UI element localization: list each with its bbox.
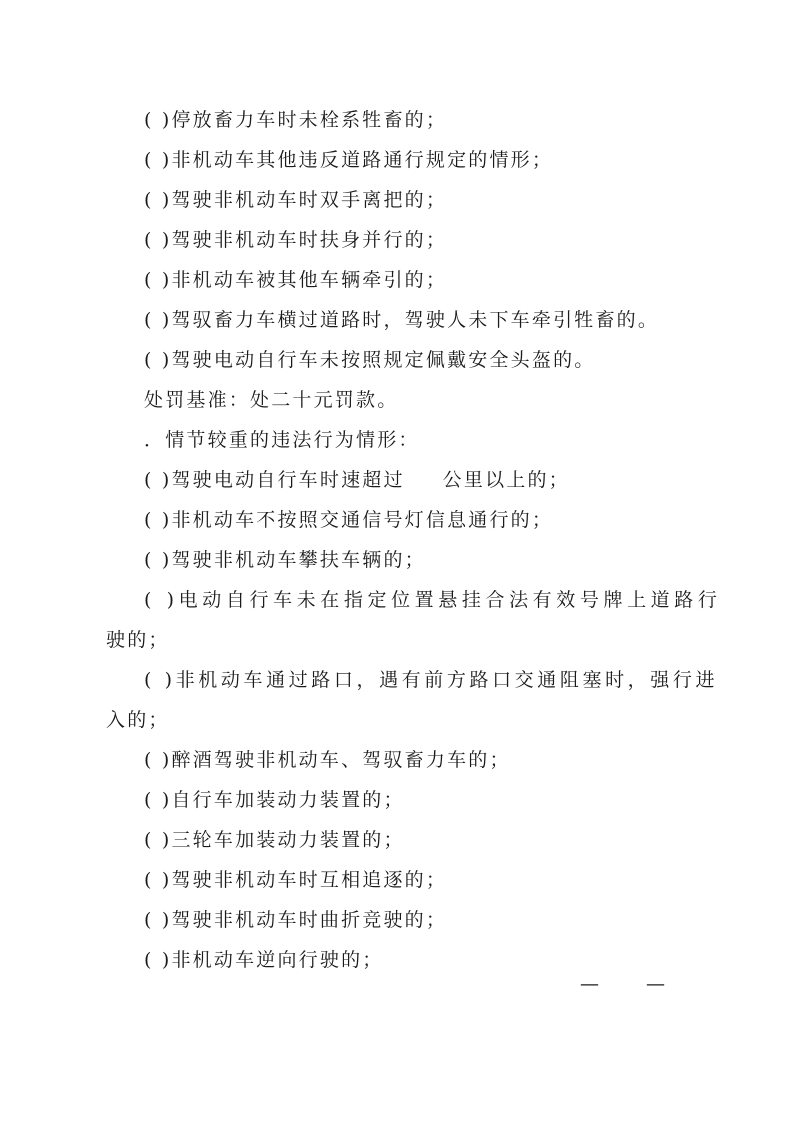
item-paren: ( ) <box>144 269 172 291</box>
item-paren: ( ) <box>144 949 172 971</box>
item-text: 非机动车通过路口，遇有前方路口交通阻塞时，强行进 <box>175 669 719 691</box>
item-text: 驾驶非机动车时互相追逐的； <box>171 869 448 891</box>
list-item <box>144 108 447 132</box>
list-item <box>144 828 405 852</box>
item-text: 电动自行车未在指定位置悬挂合法有效号牌上道路行 <box>178 589 722 611</box>
page-mark-right: — <box>646 973 665 995</box>
list-item <box>144 468 570 492</box>
list-item <box>144 268 447 292</box>
list-item <box>144 308 659 332</box>
item-paren: ( ) <box>144 909 172 931</box>
list-item <box>144 868 447 892</box>
list-item <box>144 348 595 372</box>
list-item <box>144 788 405 812</box>
list-item <box>144 508 553 532</box>
item-text: 驾驶非机动车时曲折竞驶的； <box>171 909 448 931</box>
item-text: 非机动车不按照交通信号灯信息通行的； <box>171 509 554 531</box>
item-text: 驾驶电动自行车未按照规定佩戴安全头盔的。 <box>171 349 596 371</box>
list-item <box>144 548 426 572</box>
item-paren: ( ) <box>144 829 172 851</box>
item-text: 公里以上的； <box>442 469 570 491</box>
item-text: 停放畜力车时未栓系牲畜的； <box>171 109 448 131</box>
item-text: 驾驶非机动车时双手离把的； <box>171 189 448 211</box>
item-text: 非机动车逆向行驶的； <box>171 949 384 971</box>
item-text: 驾驶非机动车攀扶车辆的； <box>171 549 426 571</box>
item-text: 驾驭畜力车横过道路时，驾驶人未下车牵引牲畜的。 <box>171 309 660 331</box>
item-paren: ( ) <box>144 229 172 251</box>
list-item <box>144 948 383 972</box>
section-heading: ．情节较重的违法行为情形： <box>144 429 420 451</box>
item-text: 醉酒驾驶非机动车、驾驭畜力车的； <box>171 749 511 771</box>
item-paren: ( ) <box>144 869 172 891</box>
list-item <box>144 908 447 932</box>
item-paren: ( ) <box>144 549 172 571</box>
item-text: 驾驶电动自行车时速超过 <box>171 469 405 491</box>
item-text: 非机动车被其他车辆牵引的； <box>171 269 448 291</box>
item-paren: ( ) <box>144 189 172 211</box>
item-paren: ( ) <box>144 109 172 131</box>
item-text: 非机动车其他违反道路通行规定的情形； <box>171 149 554 171</box>
item-paren: ( ) <box>144 309 172 331</box>
penalty-standard: 处罚基准：处二十元罚款。 <box>144 389 399 411</box>
list-item <box>144 748 511 772</box>
item-paren: ( ) <box>144 789 172 811</box>
item-paren: ( ) <box>144 469 172 491</box>
item-text: 三轮车加装动力装置的； <box>171 829 405 851</box>
item-continuation: 驶的； <box>106 629 170 651</box>
item-paren: ( ) <box>144 509 172 531</box>
list-item <box>144 148 553 172</box>
list-item <box>144 668 718 692</box>
item-paren: ( ) <box>144 749 172 771</box>
page-mark-left: — <box>580 973 599 995</box>
item-paren: ( ) <box>144 669 176 691</box>
item-paren: ( ) <box>144 149 172 171</box>
list-item <box>144 188 447 212</box>
item-text: 自行车加装动力装置的； <box>171 789 405 811</box>
list-item <box>144 228 447 252</box>
item-text: 驾驶非机动车时扶身并行的； <box>171 229 448 251</box>
item-paren: ( ) <box>144 589 179 611</box>
item-continuation: 入的； <box>106 709 170 731</box>
list-item <box>144 588 721 612</box>
item-paren: ( ) <box>144 349 172 371</box>
